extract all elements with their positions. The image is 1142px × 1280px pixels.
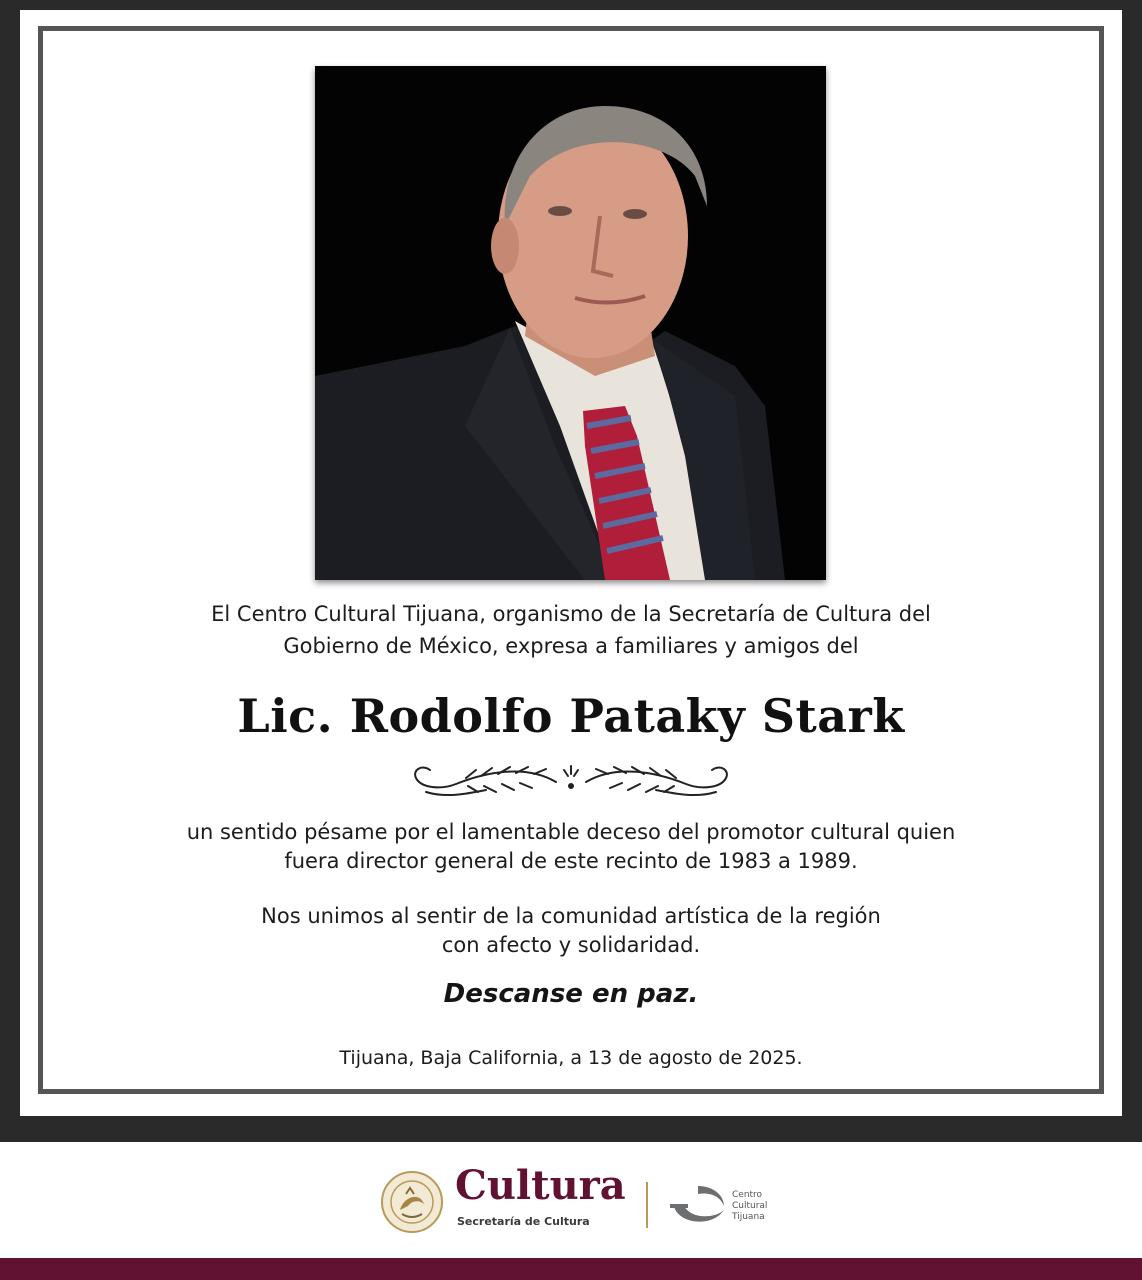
cct-logo-text [732,1190,792,1223]
intro-text [0,598,1142,662]
cct-line: Cultural [732,1201,768,1211]
logo-divider [646,1182,648,1228]
condolence-text [0,818,1142,876]
body-line: un sentido pésame por el lamentable deceso del promotor cultural quien [186,820,956,844]
intro-line: Gobierno de México, expresa a familiares y amigos del [283,634,859,658]
body-line: Nos unimos al sentir de la comunidad artística de la región [261,904,881,928]
cct-line: Tijuana [732,1212,765,1222]
closing-phrase: Descanse en paz. [443,979,699,1009]
body-line: con afecto y solidaridad. [441,933,701,957]
place-date: Tijuana, Baja California, a 13 de agosto de 2025. [339,1047,803,1069]
deceased-name: Lic. Rodolfo Pataky Stark [237,689,905,743]
brand-bar [0,1258,1142,1280]
intro-line: El Centro Cultural Tijuana, organismo de la Secretaría de Cultura del [211,602,931,626]
cct-line: Centro [732,1190,763,1200]
cct-logo-icon [668,1180,730,1228]
solidarity-text [0,902,1142,960]
mexico-seal-icon [380,1170,444,1234]
portrait-photo [315,66,826,580]
cultura-logo-text: Cultura [455,1162,626,1209]
cultura-subtitle: Secretaría de Cultura [457,1215,590,1228]
body-line: fuera director general de este recinto de 1983 a 1989. [284,849,858,873]
floral-ornament-icon [406,756,736,800]
